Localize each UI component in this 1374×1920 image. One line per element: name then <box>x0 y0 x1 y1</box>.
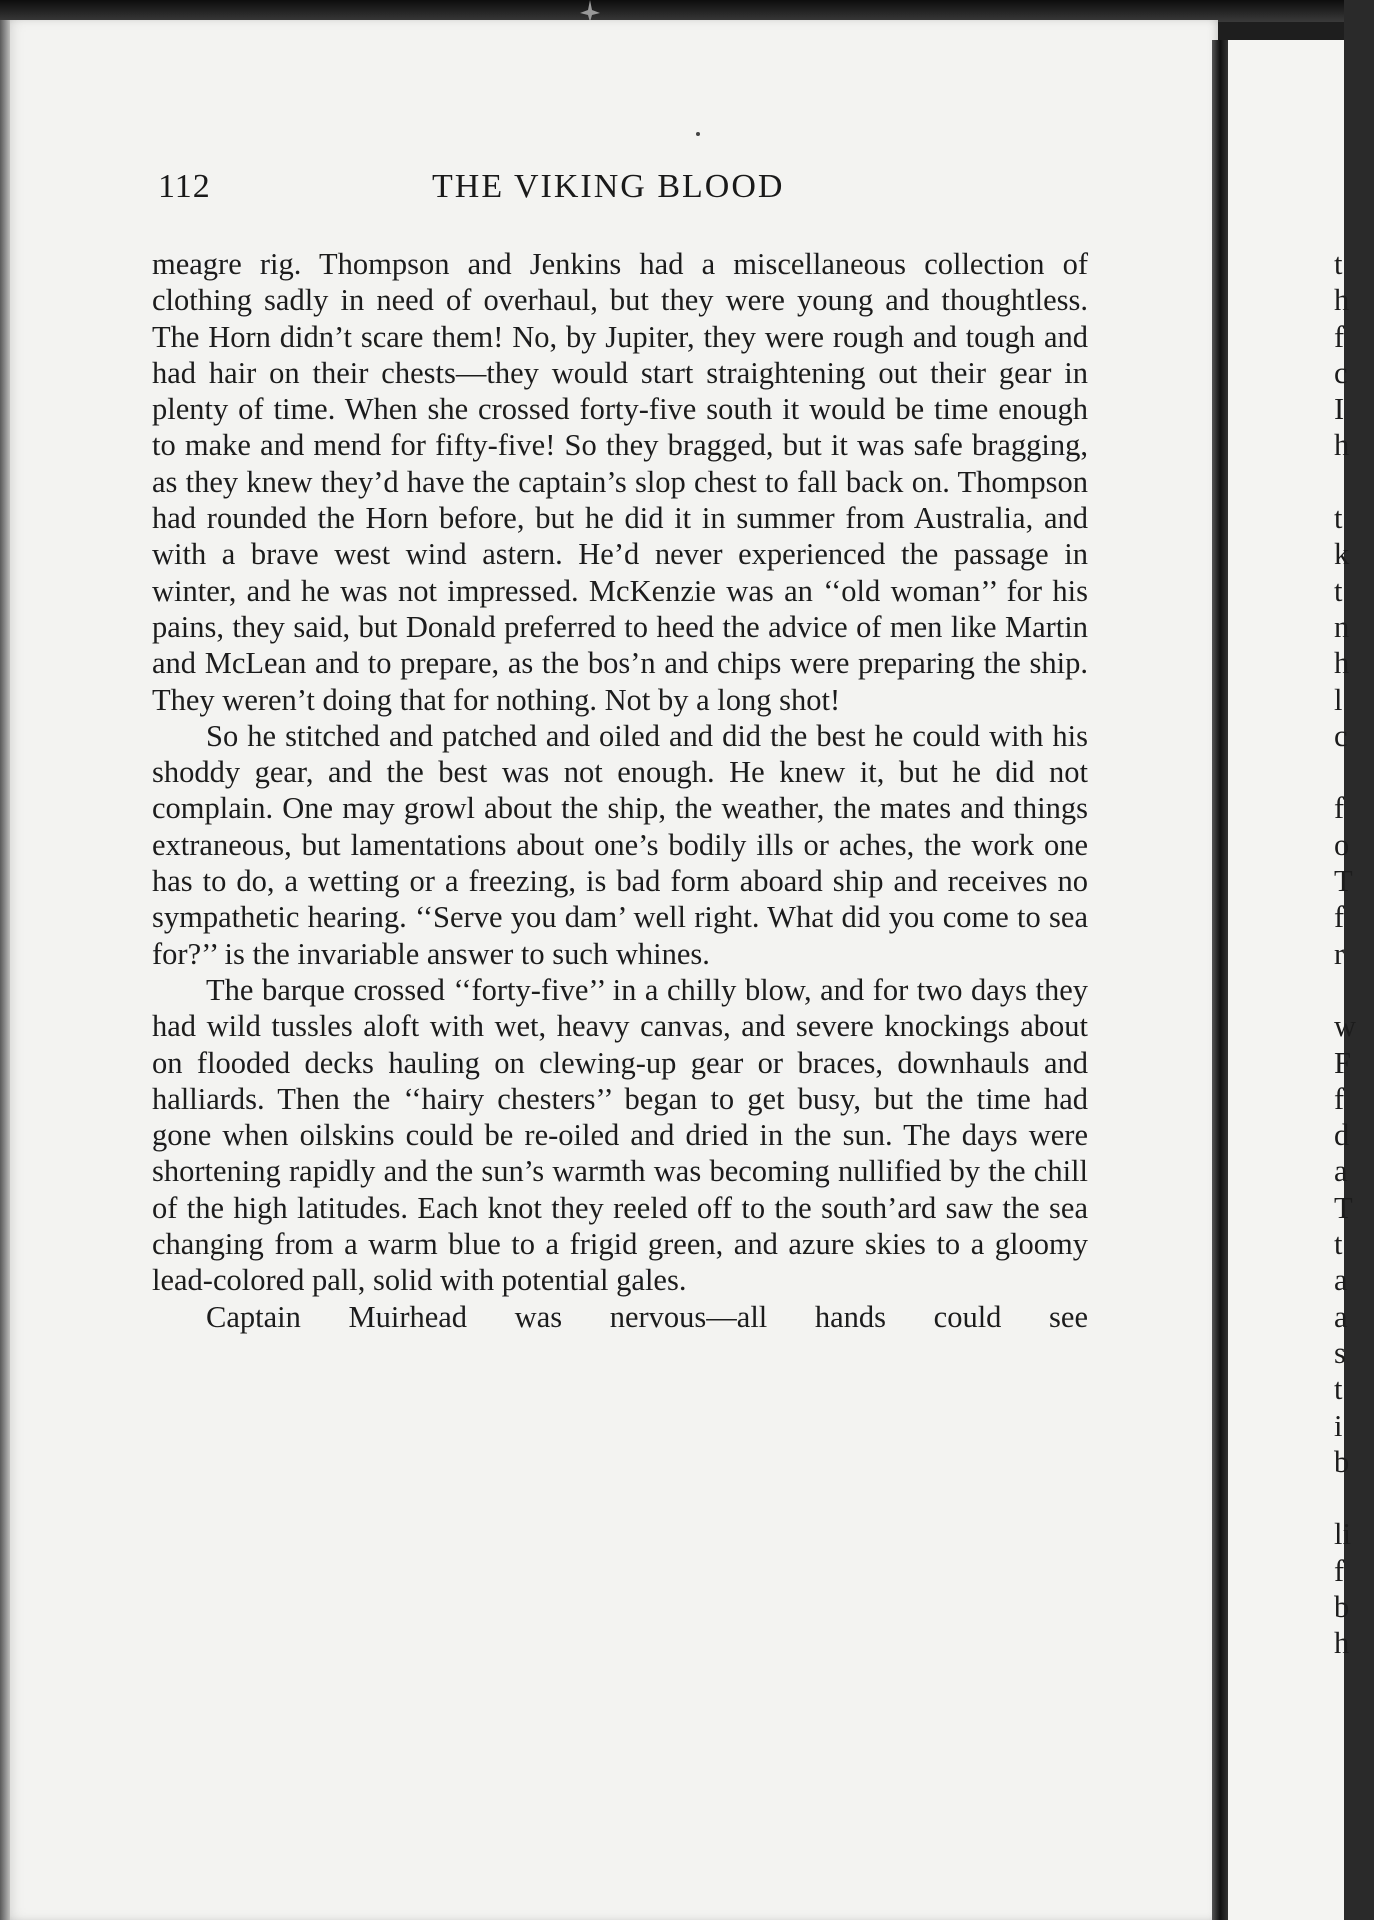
facing-page-fragment: a <box>1334 1154 1348 1189</box>
facing-page-fragment: T <box>1334 864 1353 899</box>
facing-page-fragment <box>1334 972 1374 1008</box>
facing-page-fragment <box>1334 754 1374 790</box>
facing-page-fragment: T <box>1334 1190 1353 1225</box>
facing-page-fragment: t <box>1334 501 1343 536</box>
facing-page-fragment: a <box>1334 1263 1348 1298</box>
running-head <box>158 168 1168 218</box>
facing-page-fragment: t <box>1334 573 1343 608</box>
facing-page-fragment: I <box>1334 392 1345 427</box>
facing-page-fragment: h <box>1334 428 1350 463</box>
facing-page-fragment: f <box>1334 791 1345 826</box>
facing-page <box>1228 40 1344 1920</box>
facing-page-fragment: a <box>1334 1299 1348 1334</box>
facing-page-fragment: F <box>1334 1045 1351 1080</box>
paragraph: Captain Muirhead was nervous—all hands could see <box>206 1299 1088 1334</box>
facing-page-fragment: t <box>1334 1372 1343 1407</box>
facing-page-text-edge <box>1334 246 1374 1662</box>
facing-page-fragment: s <box>1334 1335 1346 1370</box>
facing-page-fragment: o <box>1334 827 1350 862</box>
facing-page-fragment: li <box>1334 1517 1351 1552</box>
facing-page-fragment <box>1334 1480 1374 1516</box>
paragraph: meagre rig. Thompson and Jenkins had a miscellaneous collection of clothing sadly in need of overhaul, but they were young and thoughtless. The Horn didn’t scare them! No, by Jupiter, they were rough and tough and had hair on their chests—they would start straightening out their gear in plenty of time. When she crossed forty-five south it would be time enough to make and mend for fifty-five! So they bragged, but it was safe bragging, as they knew they’d have the captain’s slop chest to fall back on. Thompson had rounded the Horn before, but he did it in summer from Australia, and with a brave west wind astern. He’d never experienced the passage in winter, and he was not impressed. McKenzie was an ‘‘old woman’’ for his pains, they said, but Donald preferred to heed the advice of men like Martin and McLean and to prepare, as the bos’n and chips were preparing the ship. They weren’t doing that for nothing. Not by a long shot! <box>152 247 1088 717</box>
page-left-edge <box>0 20 10 1920</box>
facing-page-fragment: i <box>1334 1408 1343 1443</box>
running-title: THE VIKING BLOOD <box>432 168 785 205</box>
facing-page-fragment: h <box>1334 1626 1350 1661</box>
facing-page-fragment: c <box>1334 355 1348 390</box>
page-number: 112 <box>158 168 211 205</box>
paragraph: So he stitched and patched and oiled and did the best he could with his shoddy gear, and the best was not enough. He knew it, but he did not complain. One may growl about the ship, the weather, the mates and things extraneous, but lamentations about one’s bodily ills or aches, the work one has to do, a wetting or a freezing, is bad form aboard ship and receives no sympathetic hearing. ‘‘Serve you dam’ well right. What did you come to sea for?’’ is the invariable answer to such whines. <box>152 718 1088 971</box>
facing-page-fragment: h <box>1334 646 1350 681</box>
facing-page-fragment: l <box>1334 682 1343 717</box>
facing-page-fragment: f <box>1334 900 1345 935</box>
paragraph: The barque crossed ‘‘forty-five’’ in a chilly blow, and for two days they had wild tussles aloft with wet, heavy canvas, and severe knockings about on flooded decks hauling on clewing-up gear or braces, downhauls and halliards. Then the ‘‘hairy chesters’’ began to get busy, but the time had gone when oilskins could be re-oiled and dried in the sun. The days were shortening rapidly and the sun’s warmth was becoming nullified by the chill of the high latitudes. Each knot they reeled off to the south’ard saw the sea changing from a warm blue to a frigid green, and azure skies to a gloomy lead-colored pall, solid with potential gales. <box>152 972 1088 1298</box>
facing-page-fragment: w <box>1334 1009 1357 1044</box>
facing-page-fragment: b <box>1334 1589 1350 1624</box>
facing-page-fragment <box>1334 464 1374 500</box>
book-gutter <box>1212 40 1228 1920</box>
top-edge-shadow <box>0 0 1344 22</box>
facing-page-fragment: f <box>1334 1553 1345 1588</box>
facing-page-fragment: r <box>1334 936 1345 971</box>
facing-page-fragment: f <box>1334 1081 1345 1116</box>
facing-page-fragment: h <box>1334 283 1350 318</box>
facing-page-fragment: d <box>1334 1118 1350 1153</box>
body-text <box>152 246 1088 1335</box>
facing-page-fragment: t <box>1334 1227 1343 1262</box>
facing-page-fragment: b <box>1334 1444 1350 1479</box>
binding-pin-icon <box>578 0 602 22</box>
facing-page-fragment: t <box>1334 247 1343 281</box>
facing-page-fragment: k <box>1334 537 1350 572</box>
facing-page-fragment: f <box>1334 319 1345 354</box>
facing-page-fragment: n <box>1334 609 1350 644</box>
speck <box>696 132 700 136</box>
facing-page-fragment: c <box>1334 718 1348 753</box>
